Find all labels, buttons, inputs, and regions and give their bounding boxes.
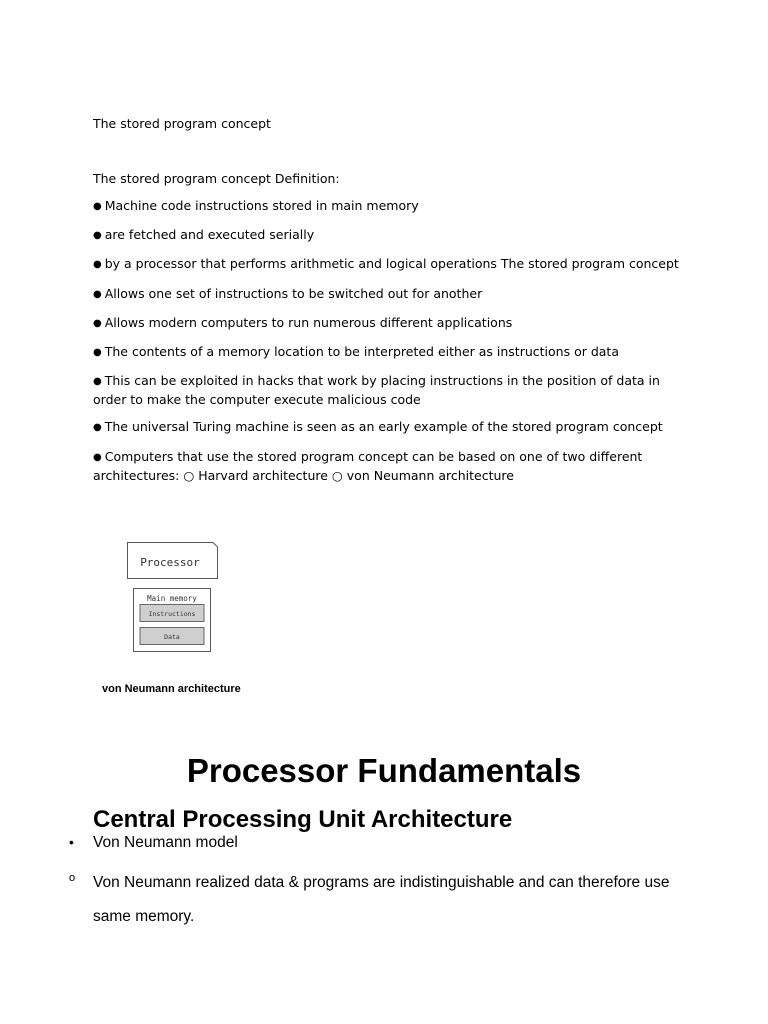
bullet-item: ● Computers that use the stored program concept can be based on one of two different architectures: ○ Harvard architecture ○ von Neumann architecture — [93, 448, 683, 484]
bullet-item: ● by a processor that performs arithmetic and logical operations The stored program concept — [93, 255, 683, 274]
list-marker: o — [69, 872, 76, 884]
bullet-item: ● This can be exploited in hacks that work by placing instructions in the position of data in order to make the computer execute malicious code — [93, 372, 683, 408]
diagram-caption: von Neumann architecture — [102, 683, 241, 695]
list-item: Von Neumann realized data & programs are indistinguishable and can therefore use same memory. — [93, 874, 670, 925]
section-title: Processor Fundamentals — [186, 752, 582, 789]
von-neumann-diagram — [125, 541, 220, 653]
instructions-label: Instructions — [148, 610, 196, 618]
concept-bullet-list — [93, 197, 683, 494]
main-memory-label: Main memory — [147, 594, 197, 603]
bullet-item: ● Allows one set of instructions to be switched out for another — [93, 285, 683, 304]
bullet-item: ● The universal Turing machine is seen as an early example of the stored program concept — [93, 418, 683, 437]
bullet-item: ● are fetched and executed serially — [93, 226, 683, 245]
document-title: The stored program concept — [93, 116, 271, 131]
list-marker: • — [69, 834, 74, 850]
list-item: Von Neumann model — [93, 834, 238, 851]
section-subtitle: Central Processing Unit Architecture — [93, 806, 513, 833]
data-label: Data — [164, 633, 180, 641]
definition-heading: The stored program concept Definition: — [93, 171, 340, 186]
processor-label: Processor — [140, 556, 200, 569]
bullet-item: ● Machine code instructions stored in main memory — [93, 197, 683, 216]
bullet-item: ● The contents of a memory location to be interpreted either as instructions or data — [93, 343, 683, 362]
bullet-item: ● Allows modern computers to run numerous different applications — [93, 314, 683, 333]
